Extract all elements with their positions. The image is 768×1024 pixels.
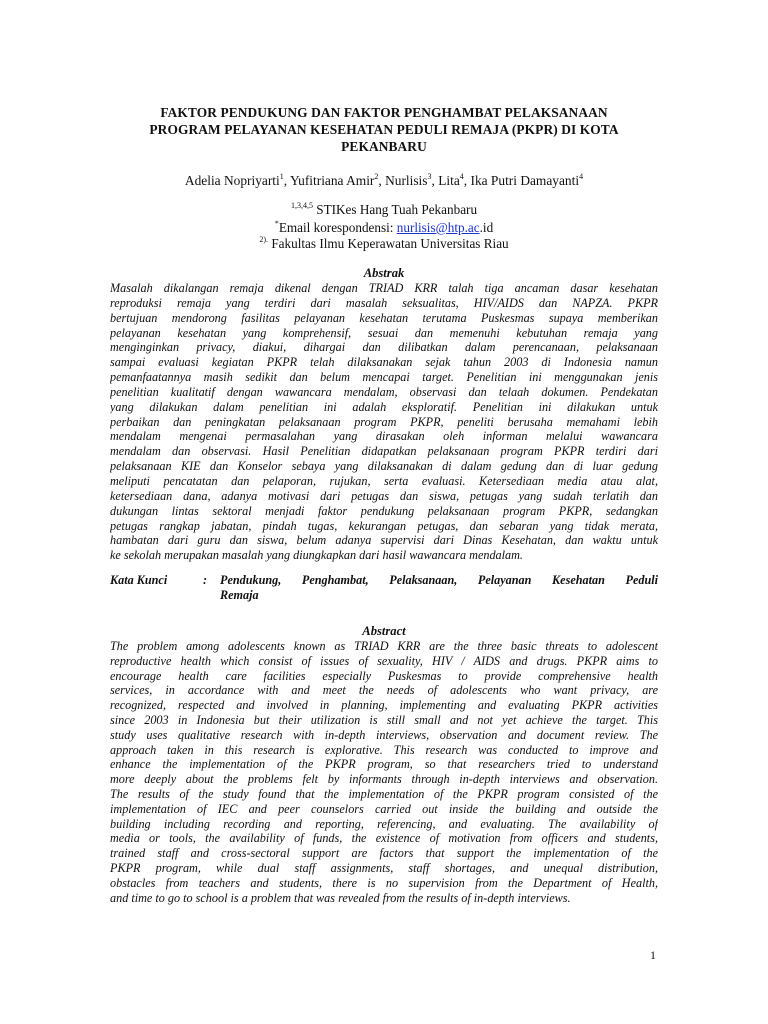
paragraph-line: perbaikan dan peningkatan pelaksanaan program PKPR, peneliti berusaha memahami lebih	[110, 414, 658, 429]
paragraph-line: reproductive health which consist of issues of sexuality, HIV / AIDS and drugs. PKPR aims to	[110, 653, 658, 668]
abstract-heading: Abstract	[362, 624, 406, 638]
paragraph-line: ketersediaan dana, adanya motivasi dari petugas dan siswa, petugas yang sudah terlatih dan	[110, 488, 658, 503]
paragraph-line: bertujuan mendorong fasilitas pelayanan kesehatan terutama Puskesmas supaya memberikan	[110, 310, 658, 325]
affiliation-sup: 1,3,4,5	[290, 201, 313, 210]
paragraph-line: petugas rangkap jabatan, pindah tugas, kekurangan petugas, dan sebaran yang tidak merata,	[110, 518, 658, 533]
paper-title	[110, 104, 658, 155]
keywords-line: Pendukung, Penghambat, Pelaksanaan, Pelayanan Kesehatan Peduli	[220, 573, 658, 587]
affiliation-sup: 2).	[259, 235, 269, 244]
paragraph-line: penelitian kualitatif dengan wawancara mendalam, observasi dan telaah dokumen. Pendekatan	[110, 384, 658, 399]
paragraph-line: yang dilakukan dalam penelitian ini adalah eksploratif. Penelitian ini dilakukan untuk	[110, 399, 658, 414]
paragraph-line: pemanfaatannya masih sedikit dan belum mencapai target. Penelitian ini menggunakan jenis	[110, 370, 658, 385]
page-number: 1	[650, 948, 656, 962]
paragraph-line: pelaksanaan KIE dan Konselor sebaya yang dilaksanakan di dalam gedung dan di luar gedung	[110, 459, 658, 474]
author-sup: 1	[279, 172, 284, 181]
affiliation-text: Fakultas Ilmu Keperawatan Universitas Riau	[268, 236, 509, 251]
paragraph-line: more deeply about the problems felt by informants through in-depth interviews and observation.	[110, 772, 658, 787]
author-list: Adelia Nopriyarti$^1$, Yufitriana Amir$^2$, Nurlisis$^3$, Lita$^4$, Ika Putri Damayanti$^4$	[184, 172, 584, 188]
keywords-label: Kata Kunci	[110, 573, 168, 587]
paragraph-line: recognized, respected and involved in planning, implementing and evaluating PKPR activities	[110, 698, 658, 713]
author-sup: 2	[374, 172, 379, 181]
abstrak-heading: Abstrak	[363, 266, 405, 280]
paragraph-line: approach taken in this research is explorative. This research was conducted to improve and	[110, 742, 658, 757]
title-line: FAKTOR PENDUKUNG DAN FAKTOR PENGHAMBAT PELAKSANAAN	[160, 105, 608, 120]
title-line: PEKANBARU	[341, 139, 427, 154]
author-name: Adelia Nopriyarti	[184, 173, 280, 188]
keywords-line: Remaja	[220, 587, 259, 602]
author-name: Yufitriana Amir	[289, 173, 375, 188]
paragraph-line: pelayanan kesehatan yang komprehensif, sesuai dan memenuhi kebutuhan remaja yang	[110, 325, 658, 340]
paragraph-line: implementation of IEC and peer counselors carried out inside the building and outside the	[110, 801, 658, 816]
affiliation-1	[110, 201, 658, 218]
paragraph-line: obstacles from teachers and students, there is no supervision from the Department of Health,	[110, 875, 658, 890]
paragraph-line: Masalah dikalangan remaja dikenal dengan TRIAD KRR talah tiga ancaman dasar kesehatan	[110, 281, 658, 295]
paragraph-line: mendalam mengenai permasalahan yang dirasakan oleh informan melalui wawancara	[110, 429, 658, 444]
paragraph-line: reproduksi remaja yang terdiri dari masalah seksualitas, HIV/AIDS dan NAPZA. PKPR	[110, 295, 658, 310]
author-sup: 3	[427, 172, 432, 181]
paragraph-line: trained staff and cross-sectoral support are factors that support the implementation of the	[110, 846, 658, 861]
author-name: Ika Putri Damayanti	[470, 173, 580, 188]
paragraph-line: sampai evaluasi kegiatan PKPR telah dilaksanakan sejak tahun 2003 di Indonesia namun	[110, 355, 658, 370]
paragraph-line: ke sekolah merupakan masalah yang diungkapkan dari hasil wawancara mendalam.	[110, 548, 523, 563]
keywords-colon: :	[203, 573, 208, 587]
email-tail: .id	[479, 220, 494, 235]
paragraph-line: since 2003 in Indonesia but their utilization is still small and not yet achieve the target. This	[110, 712, 658, 727]
paragraph-line: hambatan dari guru dan siswa, belum adanya supervisi dari Dinas Kesehatan, dan waktu untuk	[110, 533, 658, 548]
paragraph-line: PKPR program, while dual staff assignments, staff shortages, and unequal distribution,	[110, 860, 658, 875]
paragraph-line: The problem among adolescents known as TRIAD KRR are the three basic threats to adolescent	[110, 639, 658, 653]
paragraph-line: study uses qualitative research with in-depth interviews, observation and document review. The	[110, 727, 658, 742]
email-line	[110, 219, 658, 236]
paragraph-line: meliputi pencatatan dan pelaporan, rujukan, serta evaluasi. Ketersediaan media atau alat,	[110, 473, 658, 488]
author-name: Lita	[438, 173, 460, 188]
email-sup: *	[274, 219, 279, 228]
abstrak-body	[110, 281, 658, 563]
paragraph-line: enhance the implementation of the PKPR program, so that researchers tried to understand	[110, 757, 658, 772]
email-link[interactable]: nurlisis@htp.ac	[396, 220, 480, 235]
paragraph-line: media or tools, the availability of funds, the existence of motivation from officers and students,	[110, 831, 658, 846]
paragraph-line: and time to go to school is a problem that was revealed from the results of in-depth interviews.	[110, 890, 571, 905]
keywords-text	[220, 573, 658, 603]
paragraph-line: menginginkan privacy, diakui, dihargai dan dilibatkan dalam perencanaan, pelaksanaan	[110, 340, 658, 355]
paragraph-line: The results of the study found that the implementation of the PKPR program consisted of the	[110, 786, 658, 801]
affiliation-text: STIKes Hang Tuah Pekanbaru	[312, 202, 478, 217]
paragraph-line: dukungan lintas sektoral menjadi faktor pendukung pelaksanaan program PKPR, sedangkan	[110, 503, 658, 518]
paragraph-line: services, in accordance with and meet the needs of adolescents who want privacy, are	[110, 683, 658, 698]
author-sup: 4	[459, 172, 464, 181]
paragraph-line: building including recording and reporting, referencing, and evaluating. The availability of	[110, 816, 658, 831]
title-line: PROGRAM PELAYANAN KESEHATAN PEDULI REMAJA (PKPR) DI KOTA	[149, 122, 619, 137]
paragraph-line: encourage health care facilities especially Puskesmas to provide comprehensive health	[110, 668, 658, 683]
email-label: Email korespondensi:	[278, 220, 397, 235]
author-name: Nurlisis	[385, 173, 428, 188]
affiliation-2	[110, 235, 658, 252]
abstract-body	[110, 639, 658, 905]
paragraph-line: mendalam dan observasi. Hasil Penelitian didapatkan pelaksanaan program PKPR terdiri dari	[110, 444, 658, 459]
author-sup: 4	[579, 172, 584, 181]
